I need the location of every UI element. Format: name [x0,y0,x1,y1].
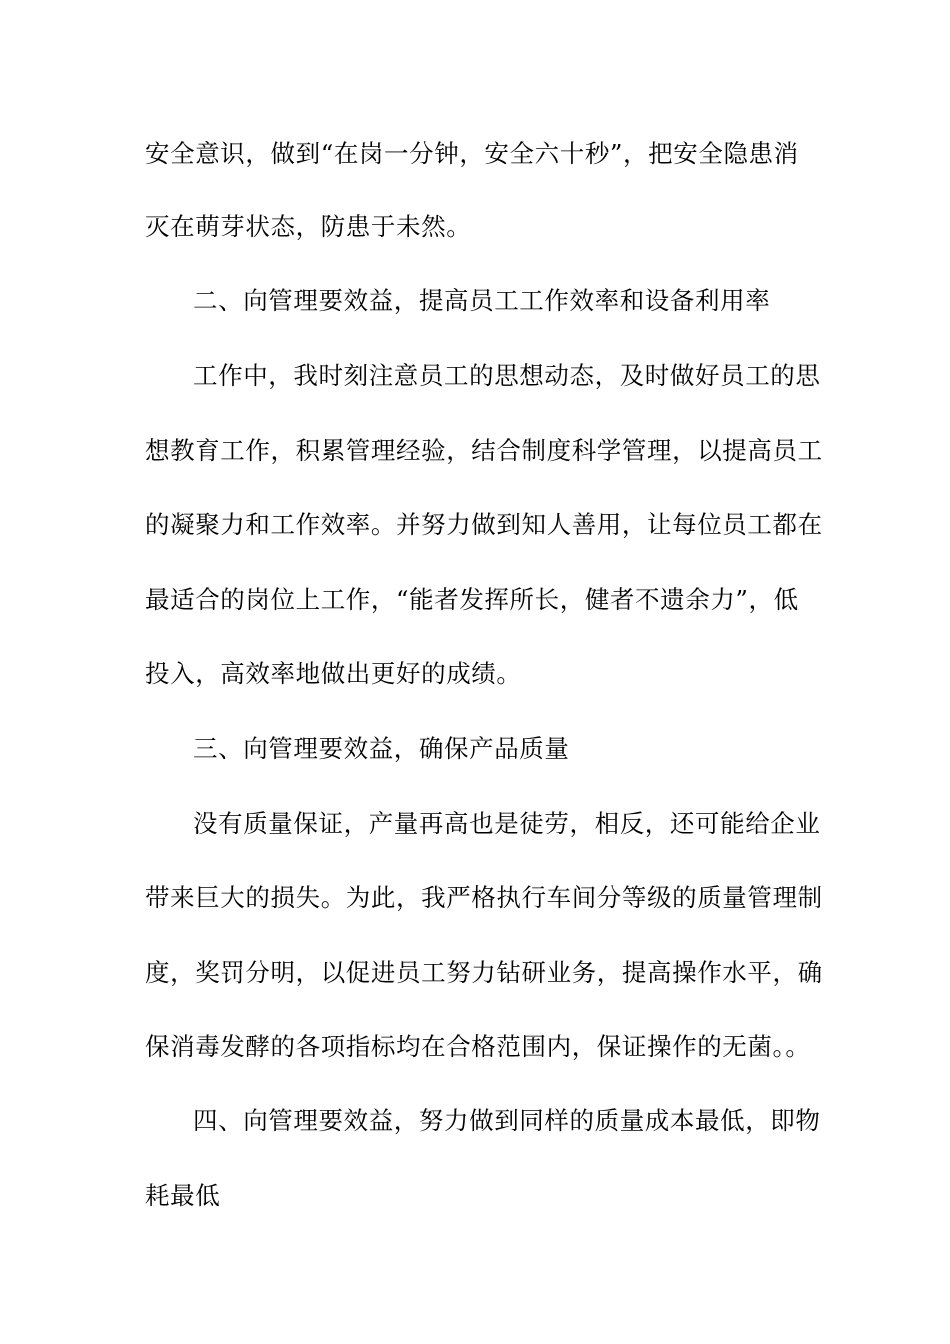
section-heading-2: 二、向管理要效益，提高员工工作效率和设备利用率 [193,286,771,315]
text-line-11: 带来巨大的损失。为此，我严格执行车间分等级的质量管理制 [145,883,823,912]
text-line-12: 度，奖罚分明，以促进员工努力钻研业务，提高操作水平，确 [145,958,823,987]
text-line-7: 最适合的岗位上工作，“能者发挥所长，健者不遗余力”，低 [145,585,799,614]
section-heading-3: 三、向管理要效益，确保产品质量 [193,734,570,763]
section-heading-4: 四、向管理要效益，努力做到同样的质量成本最低，即物 [193,1106,821,1135]
text-line-13: 保消毒发酵的各项指标均在合格范围内，保证操作的无菌。。 [145,1032,811,1061]
text-line-15: 耗最低 [145,1181,221,1210]
text-line-8: 投入，高效率地做出更好的成绩。 [145,659,522,688]
text-line-1: 安全意识，做到“在岗一分钟，安全六十秒”，把安全隐患消 [145,139,799,168]
text-line-10: 没有质量保证，产量再高也是徒劳，相反，还可能给企业 [193,809,821,838]
text-line-4: 工作中，我时刻注意员工的思想动态，及时做好员工的思 [193,361,821,390]
text-line-6: 的凝聚力和工作效率。并努力做到知人善用，让每位员工都在 [145,510,823,539]
text-line-5: 想教育工作，积累管理经验，结合制度科学管理，以提高员工 [145,436,823,465]
text-line-2: 灭在萌芽状态，防患于未然。 [145,212,472,241]
